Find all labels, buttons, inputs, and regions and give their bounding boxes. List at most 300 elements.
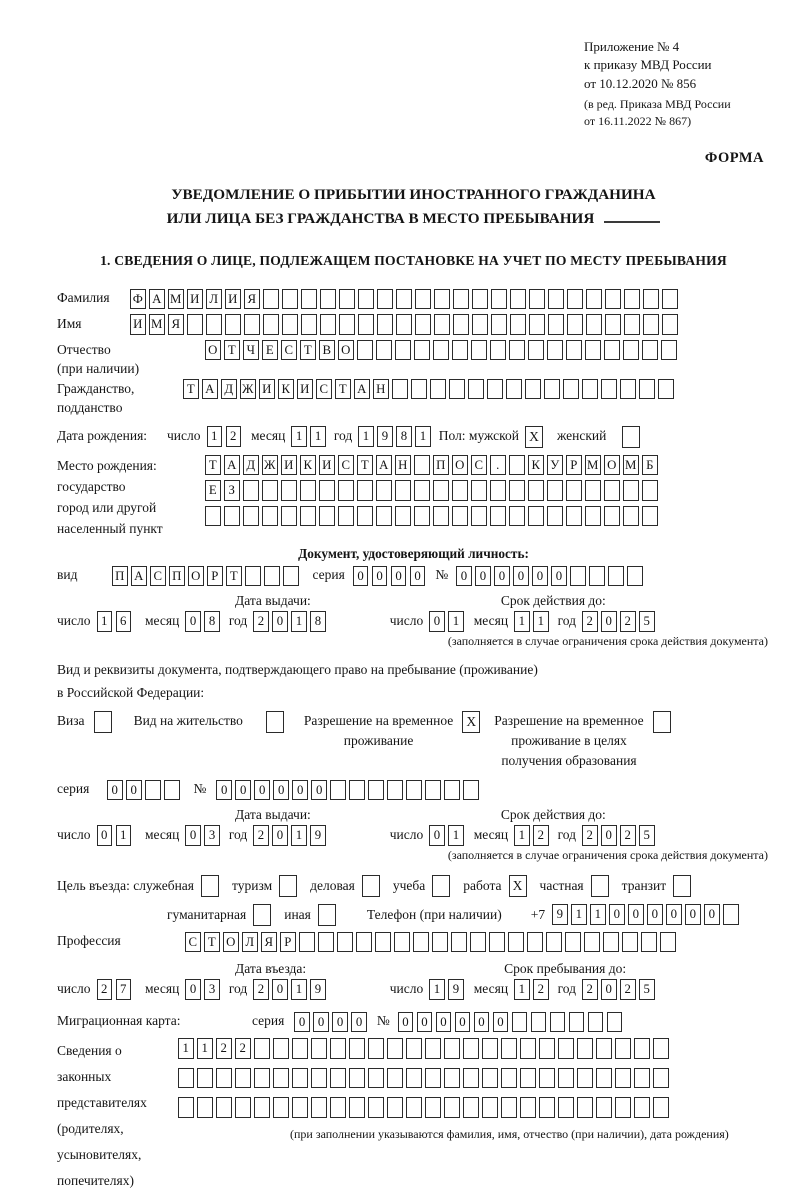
char-cell[interactable] [588, 1012, 604, 1033]
char-cell[interactable] [273, 1068, 289, 1089]
char-cell[interactable] [624, 289, 640, 310]
char-cell[interactable]: 0 [685, 904, 701, 925]
char-cell[interactable] [506, 379, 522, 400]
char-cell[interactable] [358, 314, 374, 335]
char-cell[interactable] [178, 1068, 194, 1089]
char-cell[interactable] [596, 1068, 612, 1089]
char-cell[interactable] [607, 1012, 623, 1033]
char-cell[interactable]: 0 [410, 566, 426, 587]
char-cell[interactable]: 1 [429, 979, 445, 1000]
char-cell[interactable]: 0 [532, 566, 548, 587]
char-cell[interactable] [425, 1097, 441, 1118]
char-cell[interactable]: 0 [353, 566, 369, 587]
char-cell[interactable]: 1 [590, 904, 606, 925]
char-cell[interactable] [349, 1097, 365, 1118]
purpose-business-checkbox[interactable] [362, 875, 380, 897]
char-cell[interactable] [491, 314, 507, 335]
char-cell[interactable]: 2 [620, 611, 636, 632]
char-cell[interactable]: И [259, 379, 275, 400]
char-cell[interactable] [570, 566, 586, 587]
char-cell[interactable]: В [319, 340, 335, 361]
char-cell[interactable] [339, 289, 355, 310]
char-cell[interactable] [449, 379, 465, 400]
char-cell[interactable]: 1 [571, 904, 587, 925]
char-cell[interactable] [357, 340, 373, 361]
char-cell[interactable] [216, 1068, 232, 1089]
char-cell[interactable] [490, 506, 506, 527]
char-cell[interactable] [490, 340, 506, 361]
char-cell[interactable] [463, 1068, 479, 1089]
char-cell[interactable] [546, 932, 562, 953]
char-cell[interactable]: О [604, 455, 620, 476]
char-cell[interactable] [414, 506, 430, 527]
char-cell[interactable] [368, 1097, 384, 1118]
char-cell[interactable] [433, 480, 449, 501]
char-cell[interactable] [605, 314, 621, 335]
char-cell[interactable]: 1 [291, 979, 307, 1000]
char-cell[interactable]: М [585, 455, 601, 476]
char-cell[interactable] [320, 314, 336, 335]
char-cell[interactable] [471, 506, 487, 527]
char-cell[interactable] [547, 480, 563, 501]
char-cell[interactable] [433, 340, 449, 361]
char-cell[interactable]: К [278, 379, 294, 400]
char-cell[interactable] [604, 340, 620, 361]
char-cell[interactable]: 5 [639, 979, 655, 1000]
male-checkbox[interactable]: X [525, 426, 543, 448]
char-cell[interactable] [585, 480, 601, 501]
char-cell[interactable] [254, 1097, 270, 1118]
char-cell[interactable] [406, 780, 422, 801]
char-cell[interactable]: 2 [226, 426, 242, 447]
char-cell[interactable]: 0 [107, 780, 123, 801]
char-cell[interactable]: 1 [448, 611, 464, 632]
char-cell[interactable]: 2 [253, 611, 269, 632]
char-cell[interactable]: 0 [704, 904, 720, 925]
char-cell[interactable] [608, 566, 624, 587]
char-cell[interactable] [434, 289, 450, 310]
char-cell[interactable]: 0 [609, 904, 625, 925]
char-cell[interactable] [558, 1097, 574, 1118]
char-cell[interactable] [643, 314, 659, 335]
char-cell[interactable] [623, 506, 639, 527]
char-cell[interactable]: П [112, 566, 128, 587]
char-cell[interactable] [527, 932, 543, 953]
char-cell[interactable] [463, 1097, 479, 1118]
char-cell[interactable] [489, 932, 505, 953]
char-cell[interactable] [415, 289, 431, 310]
char-cell[interactable] [281, 506, 297, 527]
char-cell[interactable]: 0 [493, 1012, 509, 1033]
char-cell[interactable] [425, 1068, 441, 1089]
char-cell[interactable] [358, 289, 374, 310]
char-cell[interactable]: Я [244, 289, 260, 310]
char-cell[interactable] [653, 1038, 669, 1059]
char-cell[interactable] [376, 480, 392, 501]
char-cell[interactable] [273, 1038, 289, 1059]
char-cell[interactable] [375, 932, 391, 953]
char-cell[interactable] [245, 566, 261, 587]
char-cell[interactable] [529, 314, 545, 335]
char-cell[interactable] [414, 340, 430, 361]
char-cell[interactable] [662, 289, 678, 310]
char-cell[interactable] [544, 379, 560, 400]
char-cell[interactable]: 0 [272, 611, 288, 632]
char-cell[interactable] [216, 1097, 232, 1118]
char-cell[interactable] [471, 340, 487, 361]
char-cell[interactable]: И [225, 289, 241, 310]
char-cell[interactable] [425, 780, 441, 801]
char-cell[interactable] [501, 1097, 517, 1118]
char-cell[interactable]: 0 [216, 780, 232, 801]
char-cell[interactable] [539, 1068, 555, 1089]
char-cell[interactable] [387, 1068, 403, 1089]
char-cell[interactable] [273, 1097, 289, 1118]
char-cell[interactable]: 0 [292, 780, 308, 801]
char-cell[interactable]: 0 [456, 566, 472, 587]
char-cell[interactable]: 1 [514, 825, 530, 846]
char-cell[interactable]: Ч [243, 340, 259, 361]
char-cell[interactable]: С [338, 455, 354, 476]
char-cell[interactable] [432, 932, 448, 953]
char-cell[interactable] [197, 1068, 213, 1089]
char-cell[interactable]: 0 [391, 566, 407, 587]
char-cell[interactable]: 2 [235, 1038, 251, 1059]
char-cell[interactable] [376, 340, 392, 361]
char-cell[interactable] [623, 340, 639, 361]
char-cell[interactable]: 0 [455, 1012, 471, 1033]
char-cell[interactable] [299, 932, 315, 953]
edu-residence-checkbox[interactable] [653, 711, 671, 733]
char-cell[interactable] [642, 340, 658, 361]
char-cell[interactable] [510, 289, 526, 310]
char-cell[interactable]: 0 [417, 1012, 433, 1033]
char-cell[interactable] [406, 1068, 422, 1089]
char-cell[interactable] [415, 314, 431, 335]
char-cell[interactable] [642, 506, 658, 527]
char-cell[interactable] [434, 314, 450, 335]
char-cell[interactable] [501, 1038, 517, 1059]
char-cell[interactable] [444, 780, 460, 801]
char-cell[interactable]: 0 [551, 566, 567, 587]
char-cell[interactable]: 8 [204, 611, 220, 632]
char-cell[interactable]: 5 [639, 825, 655, 846]
char-cell[interactable] [411, 379, 427, 400]
char-cell[interactable] [508, 932, 524, 953]
char-cell[interactable] [395, 506, 411, 527]
residence-permit-checkbox[interactable] [266, 711, 284, 733]
char-cell[interactable]: 2 [533, 825, 549, 846]
char-cell[interactable] [282, 289, 298, 310]
char-cell[interactable] [452, 480, 468, 501]
char-cell[interactable]: У [547, 455, 563, 476]
char-cell[interactable]: 0 [474, 1012, 490, 1033]
char-cell[interactable]: 0 [601, 825, 617, 846]
char-cell[interactable]: 9 [377, 426, 393, 447]
char-cell[interactable]: А [224, 455, 240, 476]
char-cell[interactable] [164, 780, 180, 801]
char-cell[interactable] [569, 1012, 585, 1033]
char-cell[interactable]: 9 [310, 979, 326, 1000]
char-cell[interactable]: М [149, 314, 165, 335]
char-cell[interactable]: О [205, 340, 221, 361]
char-cell[interactable]: И [130, 314, 146, 335]
char-cell[interactable] [349, 1038, 365, 1059]
char-cell[interactable]: 0 [429, 825, 445, 846]
char-cell[interactable] [566, 506, 582, 527]
char-cell[interactable] [509, 340, 525, 361]
temp-residence-checkbox[interactable]: X [462, 711, 480, 733]
char-cell[interactable]: 3 [204, 979, 220, 1000]
char-cell[interactable]: И [297, 379, 313, 400]
char-cell[interactable]: О [223, 932, 239, 953]
char-cell[interactable] [452, 340, 468, 361]
char-cell[interactable]: 0 [666, 904, 682, 925]
char-cell[interactable]: Ж [262, 455, 278, 476]
char-cell[interactable]: О [188, 566, 204, 587]
char-cell[interactable]: 9 [448, 979, 464, 1000]
char-cell[interactable]: 0 [647, 904, 663, 925]
char-cell[interactable]: 1 [448, 825, 464, 846]
char-cell[interactable] [567, 289, 583, 310]
char-cell[interactable] [634, 1068, 650, 1089]
char-cell[interactable]: З [224, 480, 240, 501]
char-cell[interactable] [604, 480, 620, 501]
char-cell[interactable] [584, 932, 600, 953]
char-cell[interactable] [550, 1012, 566, 1033]
char-cell[interactable]: 1 [178, 1038, 194, 1059]
char-cell[interactable] [319, 506, 335, 527]
char-cell[interactable]: А [149, 289, 165, 310]
char-cell[interactable] [639, 379, 655, 400]
char-cell[interactable]: 0 [313, 1012, 329, 1033]
char-cell[interactable]: 9 [310, 825, 326, 846]
char-cell[interactable]: 0 [235, 780, 251, 801]
char-cell[interactable]: Е [262, 340, 278, 361]
char-cell[interactable]: 1 [291, 426, 307, 447]
char-cell[interactable]: А [376, 455, 392, 476]
char-cell[interactable] [205, 506, 221, 527]
char-cell[interactable] [653, 1097, 669, 1118]
char-cell[interactable] [472, 289, 488, 310]
char-cell[interactable] [377, 289, 393, 310]
char-cell[interactable] [349, 780, 365, 801]
char-cell[interactable]: 0 [185, 979, 201, 1000]
char-cell[interactable] [368, 1068, 384, 1089]
char-cell[interactable]: Б [642, 455, 658, 476]
char-cell[interactable] [624, 314, 640, 335]
char-cell[interactable]: 7 [116, 979, 132, 1000]
char-cell[interactable] [547, 340, 563, 361]
char-cell[interactable]: И [187, 289, 203, 310]
char-cell[interactable] [585, 340, 601, 361]
char-cell[interactable]: 2 [620, 979, 636, 1000]
char-cell[interactable] [337, 932, 353, 953]
char-cell[interactable]: 0 [429, 611, 445, 632]
char-cell[interactable] [254, 1068, 270, 1089]
purpose-study-checkbox[interactable] [432, 875, 450, 897]
char-cell[interactable]: 0 [185, 825, 201, 846]
char-cell[interactable]: М [168, 289, 184, 310]
char-cell[interactable] [145, 780, 161, 801]
char-cell[interactable]: 0 [398, 1012, 414, 1033]
char-cell[interactable] [627, 566, 643, 587]
char-cell[interactable] [244, 314, 260, 335]
char-cell[interactable] [396, 314, 412, 335]
char-cell[interactable]: Т [204, 932, 220, 953]
char-cell[interactable] [509, 480, 525, 501]
char-cell[interactable] [262, 506, 278, 527]
char-cell[interactable] [586, 289, 602, 310]
char-cell[interactable]: 0 [475, 566, 491, 587]
char-cell[interactable]: О [338, 340, 354, 361]
purpose-private-checkbox[interactable] [591, 875, 609, 897]
char-cell[interactable] [604, 506, 620, 527]
char-cell[interactable]: 2 [533, 979, 549, 1000]
char-cell[interactable] [634, 1038, 650, 1059]
char-cell[interactable]: 2 [253, 979, 269, 1000]
char-cell[interactable] [413, 932, 429, 953]
char-cell[interactable] [585, 506, 601, 527]
char-cell[interactable]: Л [242, 932, 258, 953]
char-cell[interactable]: 9 [552, 904, 568, 925]
char-cell[interactable] [444, 1038, 460, 1059]
char-cell[interactable] [660, 932, 676, 953]
char-cell[interactable]: 0 [254, 780, 270, 801]
char-cell[interactable] [586, 314, 602, 335]
char-cell[interactable] [482, 1038, 498, 1059]
char-cell[interactable]: 1 [514, 611, 530, 632]
char-cell[interactable] [490, 480, 506, 501]
char-cell[interactable] [470, 932, 486, 953]
char-cell[interactable] [615, 1097, 631, 1118]
char-cell[interactable] [641, 932, 657, 953]
char-cell[interactable] [529, 289, 545, 310]
char-cell[interactable]: 5 [639, 611, 655, 632]
char-cell[interactable] [387, 780, 403, 801]
char-cell[interactable] [368, 780, 384, 801]
char-cell[interactable] [634, 1097, 650, 1118]
char-cell[interactable]: Т [357, 455, 373, 476]
char-cell[interactable] [577, 1097, 593, 1118]
char-cell[interactable] [394, 932, 410, 953]
char-cell[interactable] [357, 480, 373, 501]
char-cell[interactable] [487, 379, 503, 400]
char-cell[interactable]: Д [221, 379, 237, 400]
char-cell[interactable] [235, 1097, 251, 1118]
char-cell[interactable]: П [433, 455, 449, 476]
char-cell[interactable] [357, 506, 373, 527]
char-cell[interactable]: Д [243, 455, 259, 476]
char-cell[interactable]: 0 [97, 825, 113, 846]
purpose-transit-checkbox[interactable] [673, 875, 691, 897]
char-cell[interactable]: 0 [294, 1012, 310, 1033]
char-cell[interactable] [589, 566, 605, 587]
char-cell[interactable] [451, 932, 467, 953]
char-cell[interactable] [330, 780, 346, 801]
char-cell[interactable]: 0 [628, 904, 644, 925]
char-cell[interactable] [320, 289, 336, 310]
char-cell[interactable]: 1 [310, 426, 326, 447]
char-cell[interactable]: Р [566, 455, 582, 476]
char-cell[interactable] [339, 314, 355, 335]
char-cell[interactable]: 2 [582, 825, 598, 846]
char-cell[interactable] [596, 1097, 612, 1118]
char-cell[interactable] [330, 1068, 346, 1089]
char-cell[interactable] [395, 480, 411, 501]
char-cell[interactable] [225, 314, 241, 335]
char-cell[interactable]: 0 [494, 566, 510, 587]
char-cell[interactable]: 0 [513, 566, 529, 587]
char-cell[interactable] [548, 289, 564, 310]
char-cell[interactable] [311, 1068, 327, 1089]
char-cell[interactable] [539, 1097, 555, 1118]
char-cell[interactable] [292, 1068, 308, 1089]
char-cell[interactable] [566, 480, 582, 501]
char-cell[interactable] [512, 1012, 528, 1033]
char-cell[interactable]: 0 [601, 979, 617, 1000]
char-cell[interactable] [311, 1038, 327, 1059]
char-cell[interactable]: П [169, 566, 185, 587]
char-cell[interactable]: Р [280, 932, 296, 953]
char-cell[interactable]: Л [206, 289, 222, 310]
char-cell[interactable]: 2 [582, 611, 598, 632]
char-cell[interactable] [311, 1097, 327, 1118]
purpose-tourism-checkbox[interactable] [279, 875, 297, 897]
char-cell[interactable] [395, 340, 411, 361]
char-cell[interactable]: 0 [351, 1012, 367, 1033]
char-cell[interactable]: 1 [97, 611, 113, 632]
char-cell[interactable] [425, 1038, 441, 1059]
char-cell[interactable] [615, 1038, 631, 1059]
char-cell[interactable] [643, 289, 659, 310]
char-cell[interactable] [243, 480, 259, 501]
visa-checkbox[interactable] [94, 711, 112, 733]
char-cell[interactable] [528, 340, 544, 361]
char-cell[interactable] [406, 1097, 422, 1118]
char-cell[interactable]: И [281, 455, 297, 476]
char-cell[interactable] [414, 455, 430, 476]
char-cell[interactable]: 1 [116, 825, 132, 846]
char-cell[interactable] [577, 1038, 593, 1059]
purpose-other-checkbox[interactable] [318, 904, 336, 926]
char-cell[interactable] [206, 314, 222, 335]
char-cell[interactable]: Е [205, 480, 221, 501]
char-cell[interactable]: С [471, 455, 487, 476]
char-cell[interactable]: С [185, 932, 201, 953]
char-cell[interactable]: Я [168, 314, 184, 335]
char-cell[interactable] [463, 780, 479, 801]
char-cell[interactable] [547, 506, 563, 527]
char-cell[interactable]: С [150, 566, 166, 587]
char-cell[interactable]: Ж [240, 379, 256, 400]
char-cell[interactable]: С [316, 379, 332, 400]
char-cell[interactable]: Я [261, 932, 277, 953]
char-cell[interactable] [510, 314, 526, 335]
char-cell[interactable] [281, 480, 297, 501]
char-cell[interactable] [387, 1097, 403, 1118]
char-cell[interactable]: 1 [415, 426, 431, 447]
char-cell[interactable]: С [281, 340, 297, 361]
char-cell[interactable] [254, 1038, 270, 1059]
char-cell[interactable] [567, 314, 583, 335]
char-cell[interactable]: А [202, 379, 218, 400]
char-cell[interactable]: 6 [116, 611, 132, 632]
char-cell[interactable]: 0 [185, 611, 201, 632]
char-cell[interactable] [566, 340, 582, 361]
char-cell[interactable]: 2 [620, 825, 636, 846]
purpose-humanitarian-checkbox[interactable] [253, 904, 271, 926]
